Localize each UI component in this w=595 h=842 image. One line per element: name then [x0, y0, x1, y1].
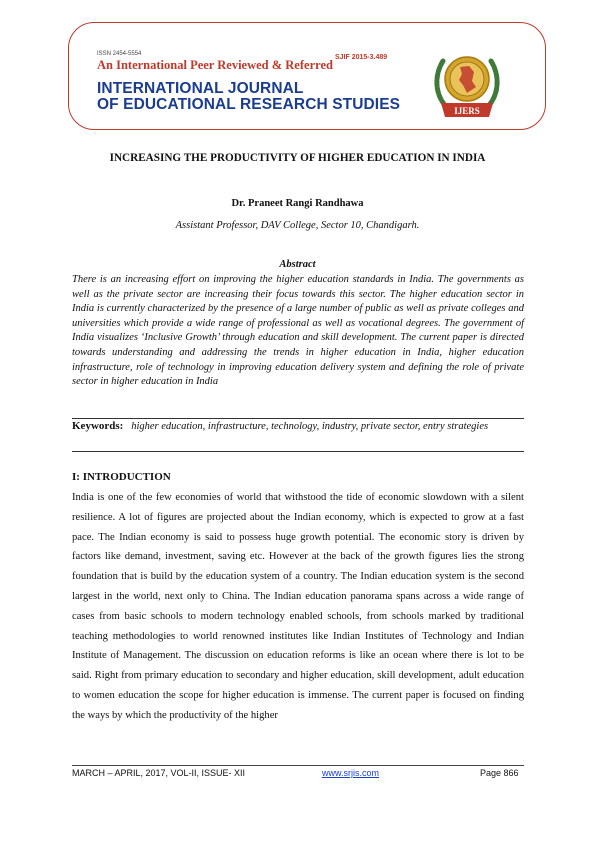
section-heading-introduction: I: INTRODUCTION — [72, 471, 171, 483]
keywords-list: higher education, infrastructure, technology, industry, private sector, entry strategies — [131, 421, 489, 432]
seal-text: IJERS — [454, 106, 480, 116]
introduction-text: India is one of the few economies of world that withstood the tide of economic slowdown with a silent resilience. A lot of figures are projected about the Indian economy, which is expected to grow at a fast pace. The Indian economy is said to possess huge growth potential. The economic story is driven by factors like demand, investment, saving etc. However at the back of the growth figures lies the strong foundation that is build by the education system of a country. The Indian education system is the second largest in the world, next only to China. The Indian education panorama spans across a wide range of cases from basic schools to modern technology enabled schools, from schools marked by traditional teaching methodologies to world renowned institutes like Indian Institutes of Technology and Indian Institute of Management. The discussion on education reforms is like an ocean where there is lot to be said. Right from primary education to secondary and higher education, skill development, adult education to women education the scope for higher education is immense. The current paper is focused on finding the ways by which the productivity of the higher — [72, 492, 524, 721]
footer-page-number: Page 866 — [480, 768, 519, 778]
journal-name-line-2: OF EDUCATIONAL RESEARCH STUDIES — [97, 96, 401, 113]
journal-masthead — [68, 22, 546, 130]
keywords-block — [72, 419, 524, 435]
abstract-heading: Abstract — [279, 259, 316, 270]
footer-issue-info: MARCH – APRIL, 2017, VOL-II, ISSUE- XII — [72, 768, 246, 778]
abstract-text: There is an increasing effort on improving the higher education standards in India. The governments as well as the private sector are increasing their focus towards this sector. The higher education sector in India is currently characterized by the presence of a large number of public as well as private colleges and universities which provide a wide range of professional as well as vocational degrees. The government of India visualizes ‘Inclusive Growth’ through education and skill development. The current paper is directed towards understanding and addressing the trends in higher education in India, higher education infrastructure, role of technology in improving education delivery system and defining the role of private sector in higher education in India — [72, 274, 524, 388]
footer-rule — [72, 765, 524, 766]
author-name: Dr. Praneet Rangi Randhawa — [231, 198, 364, 209]
paper-title: INCREASING THE PRODUCTIVITY OF HIGHER EDUCATION IN INDIA — [109, 152, 486, 164]
keywords-label: Keywords: — [72, 420, 124, 432]
issn-number: ISSN 2454-5554 — [97, 51, 142, 57]
author-affiliation: Assistant Professor, DAV College, Sector 10, Chandigarh. — [175, 220, 420, 231]
keywords-bottom-rule — [72, 451, 524, 452]
ijers-seal-logo — [429, 37, 505, 125]
sjif-impact-factor: SJIF 2015-3.489 — [335, 54, 388, 61]
journal-name-line-1: INTERNATIONAL JOURNAL — [97, 80, 304, 97]
peer-reviewed-tagline: An International Peer Reviewed & Referred — [97, 58, 333, 72]
footer-website-link[interactable]: www.srjis.com — [322, 768, 380, 778]
